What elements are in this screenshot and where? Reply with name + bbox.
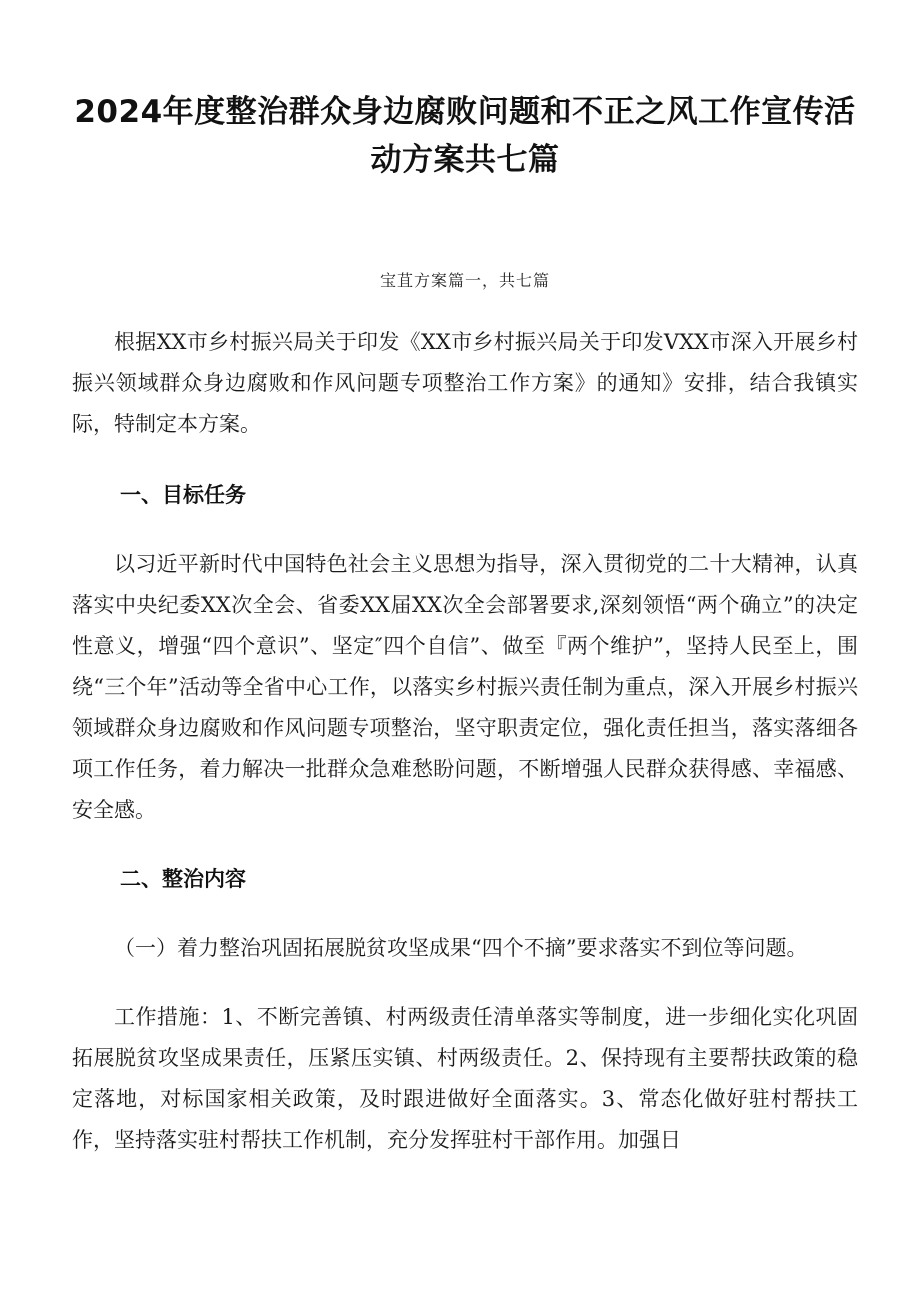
document-title: 2024年度整治群众身边腐败问题和不正之风工作宣传活动方案共七篇 bbox=[74, 94, 856, 178]
intro-paragraph: 根据XX市乡村振兴局关于印发《XX市乡村振兴局关于印发VXX市深入开展乡村振兴领域群众身边腐败和作风问题专项整治工作方案》的通知》安排，结合我镇实际，特制定本方案。 bbox=[72, 330, 858, 436]
subsection-paragraph: （一）着力整治巩固拓展脱贫攻坚成果“四个不摘”要求落实不到位等问题。 bbox=[114, 936, 808, 960]
section-heading-goals: 一、目标任务 bbox=[120, 483, 246, 507]
goals-paragraph: 以习近平新时代中国特色社会主义思想为指导，深入贯彻党的二十大精神，认真落实中央纪委XX次全会、省委XX届XX次全会部署要求,深刻领悟“两个确立”的决定性意义，增强“四个意识”、坚定″四个自信”、做至『两个维护”，坚持人民至上，围绕“三个年”活动等全省中心工作，以落实乡村振兴责任制为重点，深入开展乡村振兴领域群众身边腐败和作风问题专项整治，坚守职责定位，强化责任担当，落实落细各项工作任务，着力解决一批群众急难愁盼问题，不断增强人民群众获得感、幸福感、安全感。 bbox=[72, 552, 858, 822]
measures-paragraph: 工作措施：1、不断完善镇、村两级责任清单落实等制度，进一步细化实化巩固拓展脱贫攻坚成果责任，压紧压实镇、村两级责任。2、保持现有主要帮扶政策的稳定落地，对标国家相关政策，及时跟进做好全面落实。3、常态化做好驻村帮扶工作，坚持落实驻村帮扶工作机制，充分发挥驻村干部作用。加强日 bbox=[72, 1005, 858, 1152]
section-heading-content: 二、整治内容 bbox=[120, 867, 246, 891]
document-subtitle: 宝苴方案篇一，共七篇 bbox=[379, 271, 550, 290]
